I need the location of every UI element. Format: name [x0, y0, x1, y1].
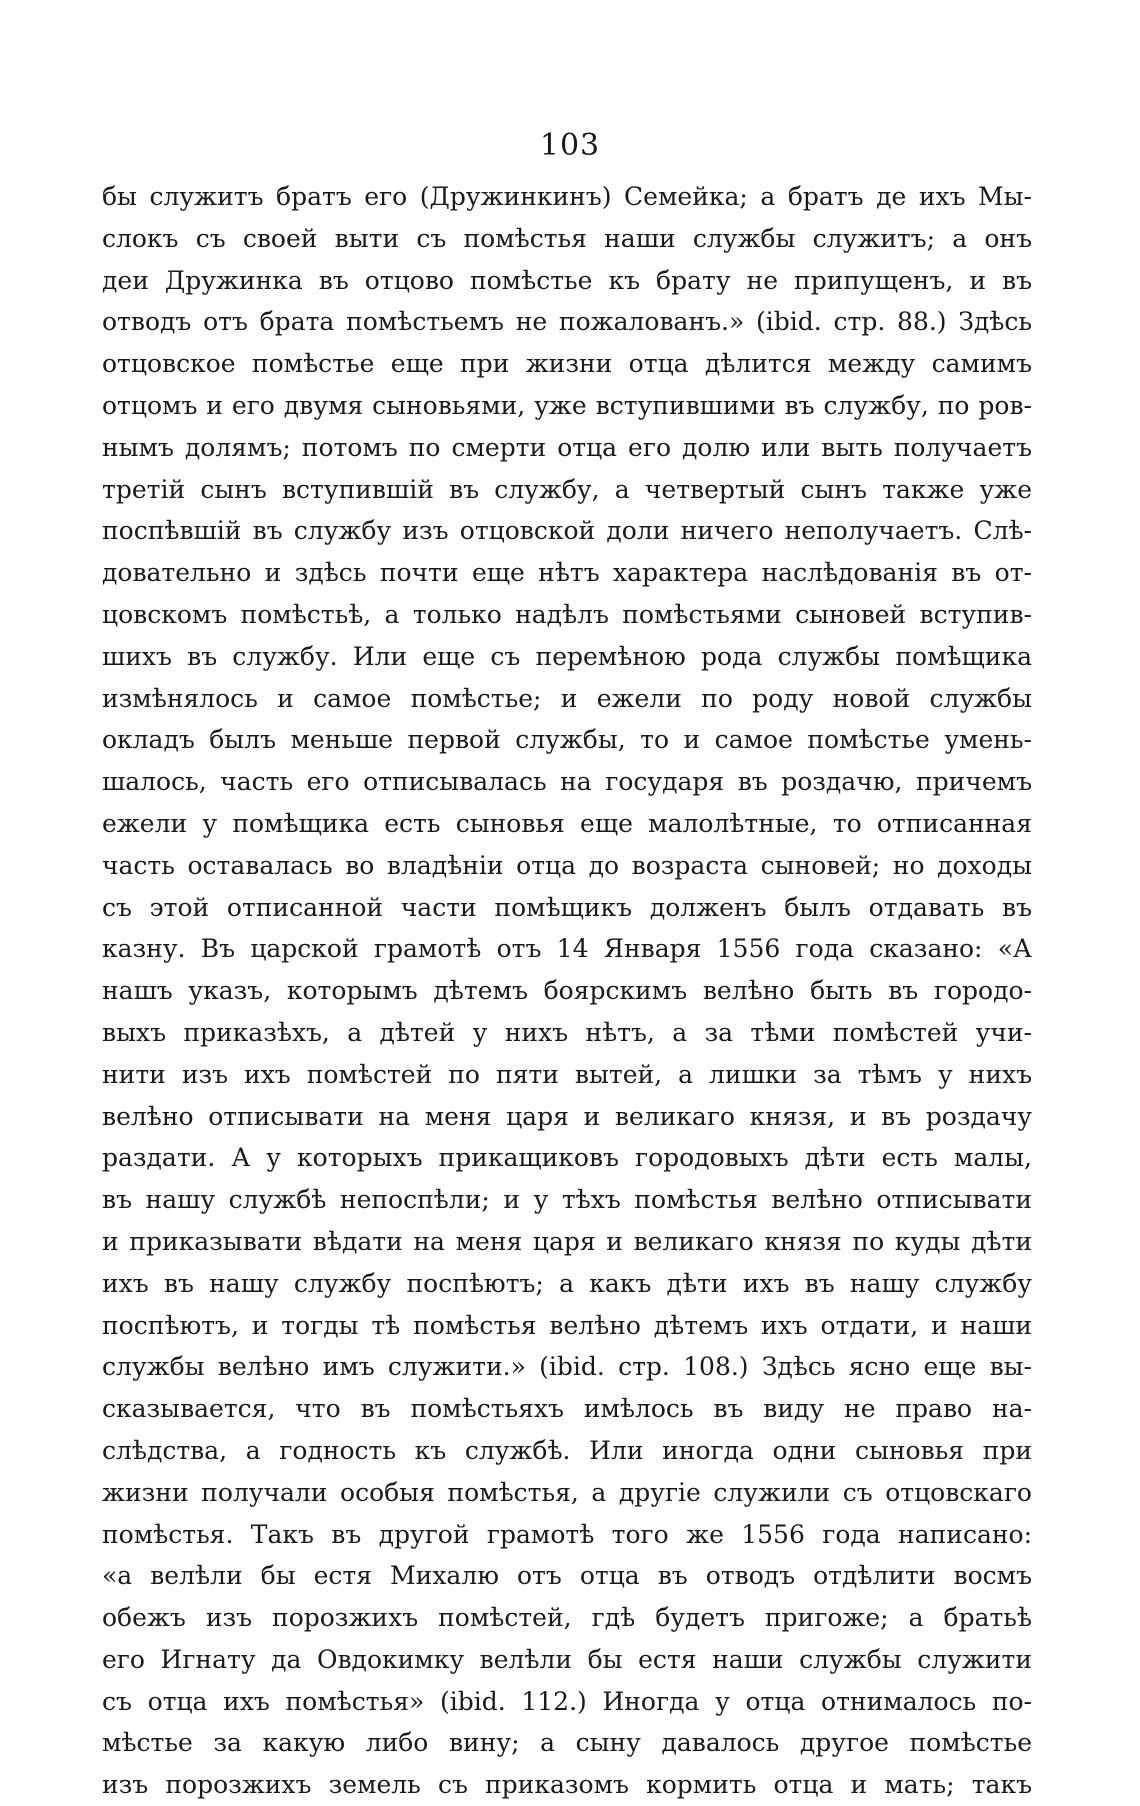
text-line: отцомъ и его двумя сыновьями, уже вступившими въ службу, по ров- — [102, 390, 1032, 420]
text-line: измѣнялось и самое помѣстье; и ежели по роду новой службы — [102, 683, 1032, 713]
text-line: помѣстья. Такъ въ другой грамотѣ того же 1556 года написано: — [102, 1519, 1032, 1549]
text-line: ежели у помѣщика есть сыновья еще малолѣтные, то отписанная — [102, 808, 1032, 838]
text-line: въ нашу службѣ непоспѣли; и у тѣхъ помѣстья велѣно отписывати — [102, 1185, 1032, 1215]
text-line: слѣдства, а годность къ службѣ. Или иногда одни сыновья при — [102, 1435, 1032, 1465]
text-line: жизни получали особыя помѣстья, а другіе служили съ отцовскаго — [102, 1477, 1032, 1507]
page-number: 103 — [539, 128, 601, 163]
text-line: выхъ приказѣхъ, а дѣтей у нихъ нѣтъ, а за тѣми помѣстей учи- — [102, 1017, 1032, 1047]
text-line: раздати. А у которыхъ прикащиковъ городовыхъ дѣти есть малы, — [102, 1143, 1032, 1173]
text-line: бы служитъ братъ его (Дружинкинъ) Семейка; а братъ де ихъ Мы- — [102, 182, 1032, 211]
text-line: цовскомъ помѣстьѣ, а только надѣлъ помѣстьями сыновей вступив- — [102, 599, 1032, 629]
text-line: его Игнату да Овдокимку велѣли бы естя наши службы служити — [102, 1644, 1032, 1674]
text-line: отцовское помѣстье еще при жизни отца дѣлится между самимъ — [102, 349, 1032, 379]
body-text — [102, 176, 1032, 1806]
text-line: нымъ долямъ; потомъ по смерти отца его долю или выть получаетъ — [102, 432, 1032, 462]
text-line: поспѣютъ, и тогды тѣ помѣстья велѣно дѣтемъ ихъ отдати, и наши — [102, 1310, 1032, 1340]
text-line: часть оставалась во владѣніи отца до возраста сыновей; но доходы — [102, 850, 1032, 880]
text-line: нашъ указъ, которымъ дѣтемъ боярскимъ велѣно быть въ городо- — [102, 976, 1032, 1006]
text-line: съ этой отписанной части помѣщикъ долженъ былъ отдавать въ — [102, 892, 1032, 922]
text-line: и приказывати вѣдати на меня царя и великаго князя по куды дѣти — [102, 1226, 1032, 1256]
text-line: сказывается, что въ помѣстьяхъ имѣлось въ виду не право на- — [102, 1394, 1032, 1424]
text-line: третій сынъ вступившій въ службу, а четвертый сынъ также уже — [102, 474, 1032, 504]
text-line: окладъ былъ меньше первой службы, то и самое помѣстье умень- — [102, 725, 1032, 755]
text-line: слокъ съ своей выти съ помѣстья наши службы служитъ; а онъ — [102, 223, 1032, 253]
text-line: поспѣвшій въ службу изъ отцовской доли ничего неполучаетъ. Слѣ- — [102, 516, 1032, 546]
text-line: изъ порозжихъ земель съ приказомъ кормить отца и мать; такъ — [102, 1770, 1032, 1800]
text-line: шихъ въ службу. Или еще съ перемѣною рода службы помѣщика — [102, 641, 1032, 671]
text-line: деи Дружинка въ отцово помѣстье къ брату не припущенъ, и въ — [102, 265, 1032, 295]
text-line: ихъ въ нашу службу поспѣютъ; а какъ дѣти ихъ въ нашу службу — [102, 1268, 1032, 1298]
text-line: шалось, часть его отписывалась на государя въ роздачю, причемъ — [102, 767, 1032, 797]
text-line: отводъ отъ брата помѣстьемъ не пожалованъ.» (ibid. стр. 88.) Здѣсь — [102, 307, 1032, 337]
text-line: службы велѣно имъ служити.» (ibid. стр. 108.) Здѣсь ясно еще вы- — [102, 1352, 1032, 1382]
text-line: мѣстье за какую либо вину; а сыну давалось другое помѣстье — [102, 1728, 1032, 1758]
text-line: «а велѣли бы естя Михалю отъ отца въ отводъ отдѣлити восмъ — [102, 1561, 1032, 1591]
text-line: велѣно отписывати на меня царя и великаго князя, и въ роздачу — [102, 1101, 1032, 1131]
text-line: казну. Въ царской грамотѣ отъ 14 Января 1556 года сказано: «А — [102, 934, 1032, 964]
text-line: нити изъ ихъ помѣстей по пяти вытей, а лишки за тѣмъ у нихъ — [102, 1059, 1032, 1089]
text-line: довательно и здѣсь почти еще нѣтъ характера наслѣдованія въ от- — [102, 558, 1032, 588]
text-line: съ отца ихъ помѣстья» (ibid. 112.) Иногда у отца отнималось по- — [102, 1686, 1032, 1716]
text-line: обежъ изъ порозжихъ помѣстей, гдѣ будетъ пригоже; а братьѣ — [102, 1603, 1032, 1633]
